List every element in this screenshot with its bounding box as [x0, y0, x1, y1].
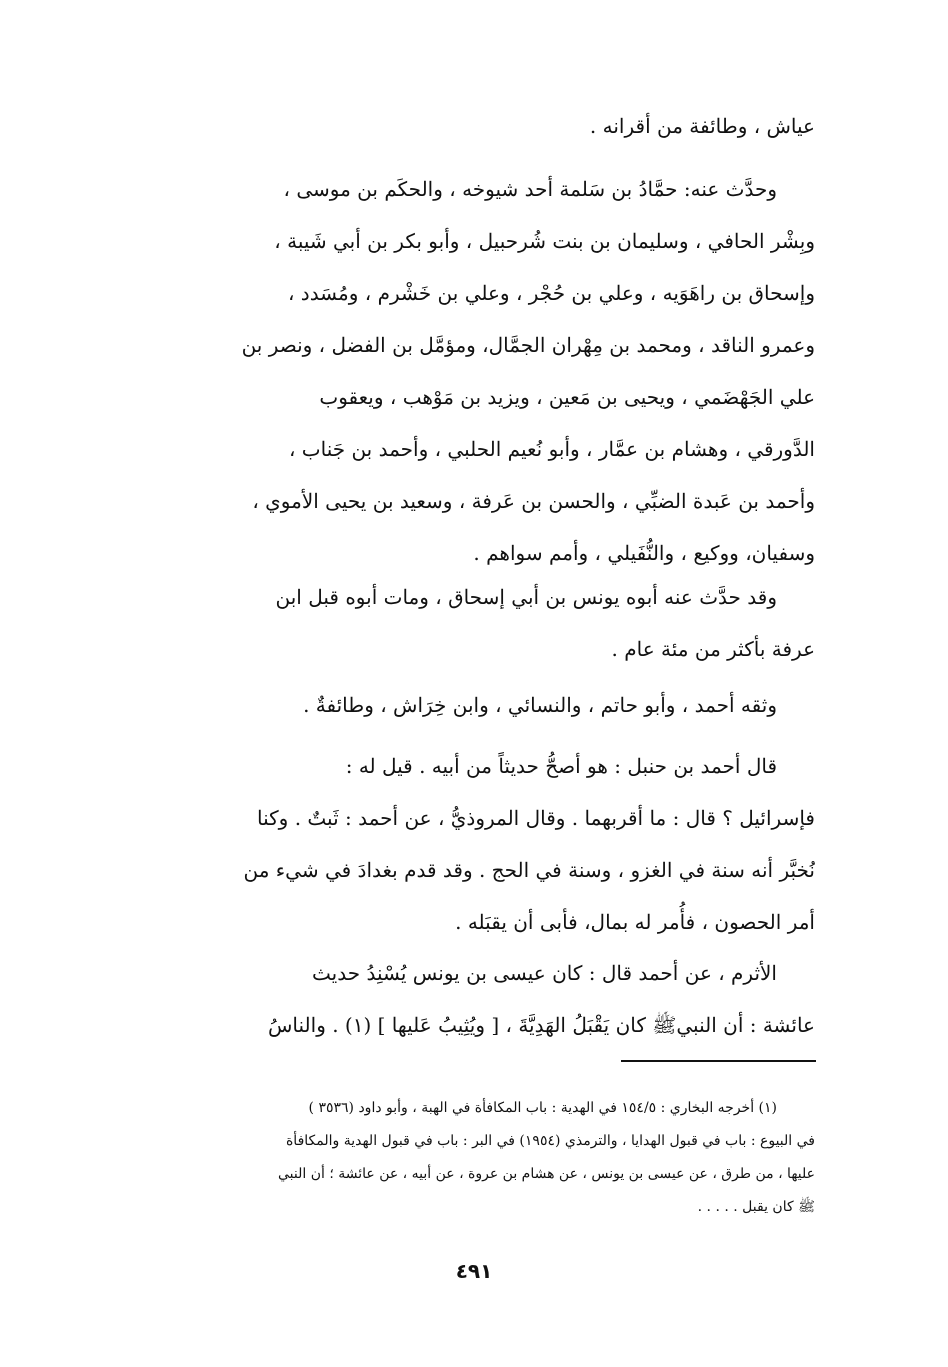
paragraph-narrators [150, 163, 815, 579]
text-line: عائشة : أن النبيﷺ كان يَقْبَلُ الهَدِيَّةَ ، [ ويُثِيبُ عَليها ] (١) . والناسُ [268, 1013, 815, 1037]
text-line: علي الجَهْضَمي ، ويحيى بن مَعين ، ويزيد بن مَوْهب ، ويعقوب [319, 385, 815, 409]
text-line: فإسرائيل ؟ قال : ما أقربهما . وقال المروذيُّ ، عن أحمد : ثَبتٌ . وكنا [257, 806, 815, 830]
paragraph-athram [150, 947, 815, 1051]
text-line: الدَّورقي ، وهشام بن عمَّار ، وأبو نُعيم الحلبي ، وأحمد بن جَناب ، [288, 437, 815, 461]
text-line: عرفة بأكثر من مئة عام . [611, 637, 815, 661]
paragraph-trustworthy [150, 679, 815, 731]
paragraph-father [150, 571, 815, 675]
text-line: عياش ، وطائفة من أقرانه . [589, 114, 815, 138]
text-line: أمر الحصون ، فأُمر له بمال، فأبى أن يقبَله . [455, 910, 815, 934]
footnote-line: ﷺ كان يقبل . . . . . [697, 1199, 815, 1215]
text-line: وعمرو الناقد ، ومحمد بن مِهْران الجمَّال، ومؤمَّل بن الفضل ، ونصر بن [241, 333, 815, 357]
footnote-line: في البيوع : باب في قبول الهدايا ، والترمذي (١٩٥٤) في البر : باب في قبول الهدية والمكافأة [285, 1133, 815, 1149]
footnote [150, 1092, 815, 1224]
footnote-line: (١) أخرجه البخاري : ١٥٤/٥ في الهدية : باب المكافأة في الهبة ، وأبو داود (٣٥٣٦ ) [308, 1100, 777, 1116]
page-number: ٤٩١ [455, 1259, 493, 1283]
text-line: وسفيان، ووكيع ، والنُّفَيلي ، وأمم سواهم . [473, 541, 815, 565]
text-line: الأثرم ، عن أحمد قال : كان عيسى بن يونس يُسْنِدُ حديث [312, 961, 777, 985]
text-line: نُخبَّر أنه سنة في الغزو ، وسنة في الحج . وقد قدم بغدادَ في شيء من [243, 858, 815, 882]
text-line: وبِشْر الحافي ، وسليمان بن بنت شُرحبيل ، وأبو بكر بن أبي شَيبة ، [274, 229, 815, 253]
footnote-line: عليها ، من طرق ، عن عيسى بن يونس ، عن هشام بن عروة ، عن أبيه ، عن عائشة ؛ أن النبي [278, 1166, 815, 1182]
text-line: وأحمد بن عَبدة الضبِّي ، والحسن بن عَرفة ، وسعيد بن يحيى الأموي ، [252, 489, 815, 513]
text-line: وحدَّث عنه: حمَّادُ بن سَلمة أحد شيوخه ، والحكَم بن موسى ، [283, 177, 777, 201]
text-line: قال أحمد بن حنبل : هو أصحُّ حديثاً من أبيه . قيل له : [345, 754, 777, 778]
text-line: وإسحاق بن راهَوَيه ، وعلي بن حُجْر ، وعلي بن خَشْرم ، ومُسَدد ، [287, 281, 815, 305]
paragraph-continuation [150, 100, 815, 152]
text-line: وقد حدَّث عنه أبوه يونس بن أبي إسحاق ، ومات أبوه قبل ابن [275, 585, 777, 609]
text-line: وثقه أحمد ، وأبو حاتم ، والنسائي ، وابن خِرَاش ، وطائفةٌ . [303, 693, 777, 717]
paragraph-ahmad-statement [150, 740, 815, 948]
footnote-separator [621, 1060, 816, 1062]
